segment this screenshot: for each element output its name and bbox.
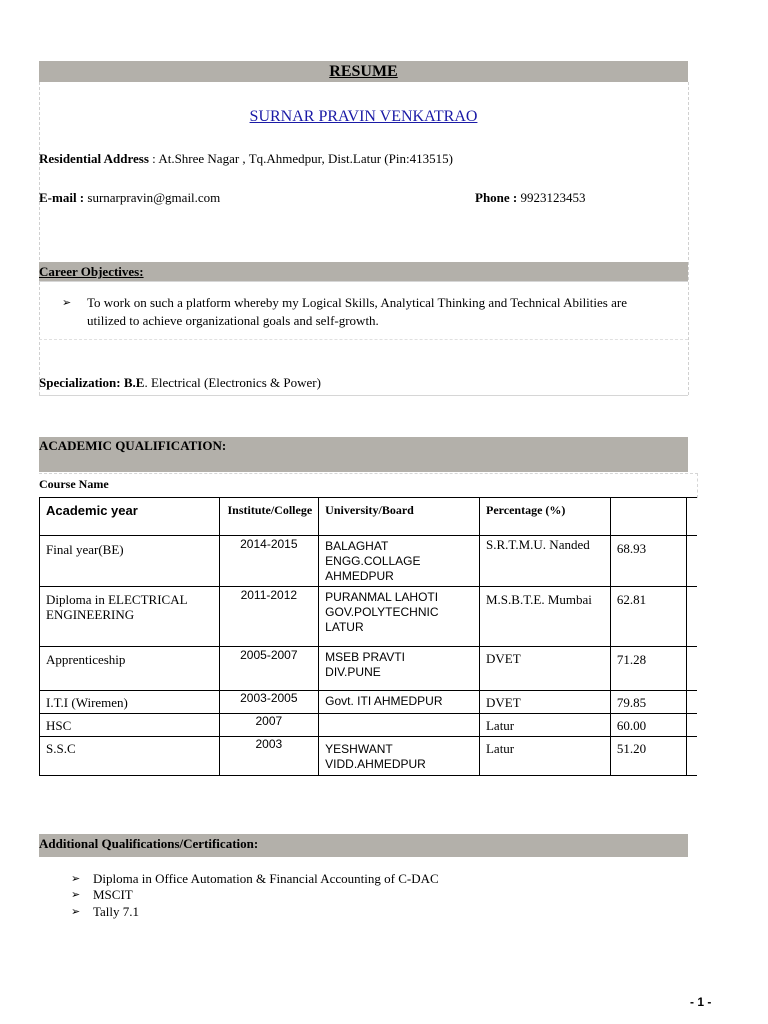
phone-label: Phone : <box>475 190 518 205</box>
cell-course: HSC <box>40 714 220 737</box>
table-row <box>40 714 698 737</box>
header-empty <box>610 498 686 536</box>
address-line <box>39 151 453 167</box>
table-row <box>40 536 698 587</box>
table-header-row <box>40 498 698 536</box>
bullet-arrow-icon: ➢ <box>71 889 81 901</box>
cell-board: Latur <box>479 714 610 737</box>
cell-board: M.S.B.T.E. Mumbai <box>479 587 610 647</box>
cell-board: S.R.T.M.U. Nanded <box>479 536 610 587</box>
header-box-bottom-border <box>39 395 688 396</box>
additional-heading: Additional Qualifications/Certification: <box>39 836 259 851</box>
phone-value: 9923123453 <box>517 190 586 205</box>
list-item: MSCIT <box>93 887 133 902</box>
table-row <box>40 647 698 691</box>
page-number: - 1 - <box>690 995 712 1009</box>
email-line <box>39 190 220 206</box>
cell-course: Diploma in ELECTRICAL ENGINEERING <box>40 587 220 647</box>
cell-institute: PURANMAL LAHOTI GOV.POLYTECHNIC LATUR <box>319 587 480 647</box>
address-label: Residential Address <box>39 151 149 166</box>
cell-board: DVET <box>479 691 610 714</box>
candidate-name: SURNAR PRAVIN VENKATRAO <box>249 108 478 125</box>
cell-institute: BALAGHAT ENGG.COLLAGE AHMEDPUR <box>319 536 480 587</box>
cell-edge <box>687 536 698 587</box>
header-box-right-border <box>688 82 689 395</box>
cell-board: Latur <box>479 737 610 776</box>
cell-percent: 71.28 <box>610 647 686 691</box>
career-dashed-divider <box>39 339 688 340</box>
cell-course: S.S.C <box>40 737 220 776</box>
cell-institute: MSEB PRAVTI DIV.PUNE <box>319 647 480 691</box>
cell-institute <box>319 714 480 737</box>
cell-institute: Govt. ITI AHMEDPUR <box>319 691 480 714</box>
cell-edge <box>687 647 698 691</box>
cell-year: 2014-2015 <box>219 536 319 587</box>
cell-course: Final year(BE) <box>40 536 220 587</box>
email-value: surnarpravin@gmail.com <box>84 190 221 205</box>
specialization-value: . Electrical (Electronics & Power) <box>144 375 321 390</box>
career-objective-line-2: utilized to achieve organizational goals and self-growth. <box>87 313 379 328</box>
academic-table <box>39 497 697 776</box>
header-percentage: Percentage (%) <box>479 498 610 536</box>
cell-year: 2007 <box>219 714 319 737</box>
list-item: Diploma in Office Automation & Financial Accounting of C-DAC <box>93 871 439 886</box>
cell-year: 2003-2005 <box>219 691 319 714</box>
header-box-left-border <box>39 82 40 395</box>
cell-board: DVET <box>479 647 610 691</box>
table-row <box>40 737 698 776</box>
specialization-label: Specialization: B.E <box>39 375 145 390</box>
cell-course: Apprenticeship <box>40 647 220 691</box>
cell-year: 2011-2012 <box>219 587 319 647</box>
cell-edge <box>687 691 698 714</box>
email-label: E-mail : <box>39 190 85 205</box>
cell-percent: 62.81 <box>610 587 686 647</box>
career-objective-line-1: To work on such a platform whereby my Logical Skills, Analytical Thinking and Technical Abilities are <box>87 295 627 310</box>
header-edge <box>687 498 698 536</box>
cell-percent: 79.85 <box>610 691 686 714</box>
career-heading: Career Objectives: <box>39 264 144 279</box>
career-section-divider <box>39 281 688 282</box>
bullet-arrow-icon: ➢ <box>71 906 81 918</box>
cell-institute: YESHWANT VIDD.AHMEDPUR <box>319 737 480 776</box>
cell-year: 2005-2007 <box>219 647 319 691</box>
bullet-arrow-icon: ➢ <box>71 873 81 885</box>
bullet-arrow-icon: ➢ <box>62 297 72 309</box>
list-item: Tally 7.1 <box>93 904 140 919</box>
address-value: : At.Shree Nagar , Tq.Ahmedpur, Dist.Latur (Pin:413515) <box>148 151 453 166</box>
cell-percent: 60.00 <box>610 714 686 737</box>
header-institute: Institute/College <box>219 498 319 536</box>
header-academic-year: Academic year <box>40 498 220 536</box>
header-university: University/Board <box>319 498 480 536</box>
cell-course: I.T.I (Wiremen) <box>40 691 220 714</box>
cell-year: 2003 <box>219 737 319 776</box>
table-row <box>40 691 698 714</box>
cell-edge <box>687 587 698 647</box>
specialization-line <box>39 375 321 391</box>
cell-percent: 68.93 <box>610 536 686 587</box>
course-name-box <box>39 473 698 498</box>
academic-heading: ACADEMIC QUALIFICATION: <box>39 438 227 453</box>
cell-edge <box>687 737 698 776</box>
cell-edge <box>687 714 698 737</box>
phone-line <box>475 190 586 206</box>
resume-title: RESUME <box>329 63 398 80</box>
course-name-label: Course Name <box>39 477 109 491</box>
table-row <box>40 587 698 647</box>
cell-percent: 51.20 <box>610 737 686 776</box>
